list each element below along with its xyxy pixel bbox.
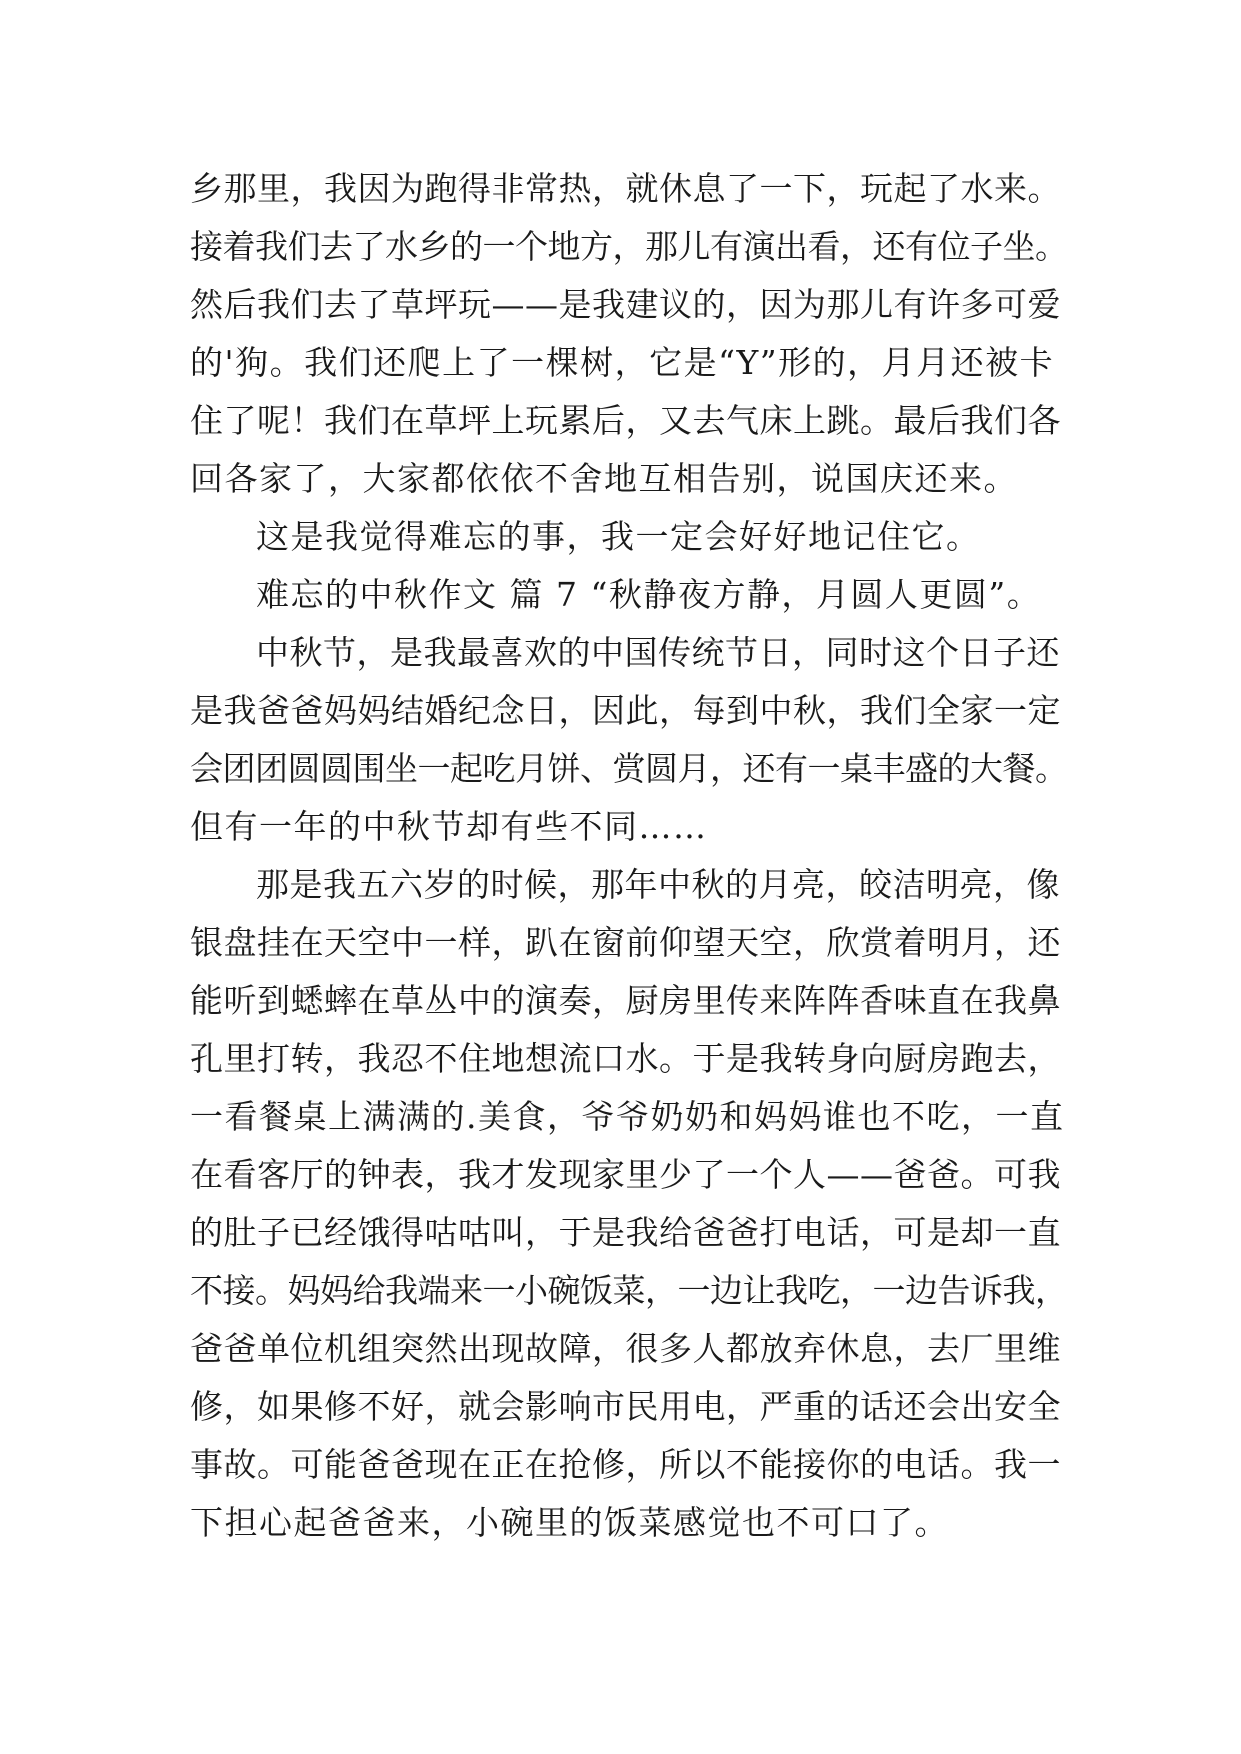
text-line: 孔里打转，我忍不住地想流口水。于是我转身向厨房跑去， bbox=[190, 1039, 1061, 1078]
text-line: 爸爸单位机组突然出现故障，很多人都放弃休息，去厂里维 bbox=[190, 1329, 1061, 1368]
text-line: 接着我们去了水乡的一个地方，那儿有演出看，还有位子坐。 bbox=[190, 227, 1068, 266]
text-line: 难忘的中秋作文 篇 7 “秋静夜方静，月圆人更圆”。 bbox=[256, 575, 1042, 614]
text-line: 会团团圆圆围坐一起吃月饼、赏圆月，还有一桌丰盛的大餐。 bbox=[190, 749, 1068, 788]
text-line: 能听到蟋蟀在草丛中的演奏，厨房里传来阵阵香味直在我鼻 bbox=[190, 981, 1061, 1020]
text-line: 一看餐桌上满满的.美食，爷爷奶奶和妈妈谁也不吃，一直 bbox=[190, 1097, 1065, 1136]
text-line: 中秋节，是我最喜欢的中国传统节日，同时这个日子还 bbox=[256, 633, 1060, 672]
text-line: 那是我五六岁的时候，那年中秋的月亮，皎洁明亮，像 bbox=[256, 865, 1060, 904]
text-line: 事故。可能爸爸现在正在抢修，所以不能接你的电话。我一 bbox=[190, 1445, 1061, 1484]
text-line: 回各家了，大家都依依不舍地互相告别，说国庆还来。 bbox=[190, 459, 1018, 498]
text-line: 这是我觉得难忘的事，我一定会好好地记住它。 bbox=[256, 517, 981, 556]
text-line: 乡那里，我因为跑得非常热，就休息了一下，玩起了水来。 bbox=[190, 169, 1061, 208]
text-line: 银盘挂在天空中一样，趴在窗前仰望天空，欣赏着明月，还 bbox=[190, 923, 1061, 962]
text-line: 下担心起爸爸来，小碗里的饭菜感觉也不可口了。 bbox=[190, 1503, 949, 1542]
text-line: 但有一年的中秋节却有些不同…… bbox=[190, 807, 708, 846]
text-line: 住了呢！我们在草坪上玩累后，又去气床上跳。最后我们各 bbox=[190, 401, 1061, 440]
text-line: 的'狗。我们还爬上了一棵树，它是“Y”形的，月月还被卡 bbox=[190, 343, 1055, 382]
text-line: 修，如果修不好，就会影响市民用电，严重的话还会出安全 bbox=[190, 1387, 1061, 1426]
text-line: 是我爸爸妈妈结婚纪念日，因此，每到中秋，我们全家一定 bbox=[190, 691, 1061, 730]
text-line: 在看客厅的钟表，我才发现家里少了一个人——爸爸。可我 bbox=[190, 1155, 1061, 1194]
text-line: 然后我们去了草坪玩——是我建议的，因为那儿有许多可爱 bbox=[190, 285, 1061, 324]
text-line: 的肚子已经饿得咕咕叫，于是我给爸爸打电话，可是却一直 bbox=[190, 1213, 1061, 1252]
essay-text-block bbox=[190, 160, 1070, 1552]
text-line: 不接。妈妈给我端来一小碗饭菜，一边让我吃，一边告诉我， bbox=[190, 1271, 1068, 1310]
